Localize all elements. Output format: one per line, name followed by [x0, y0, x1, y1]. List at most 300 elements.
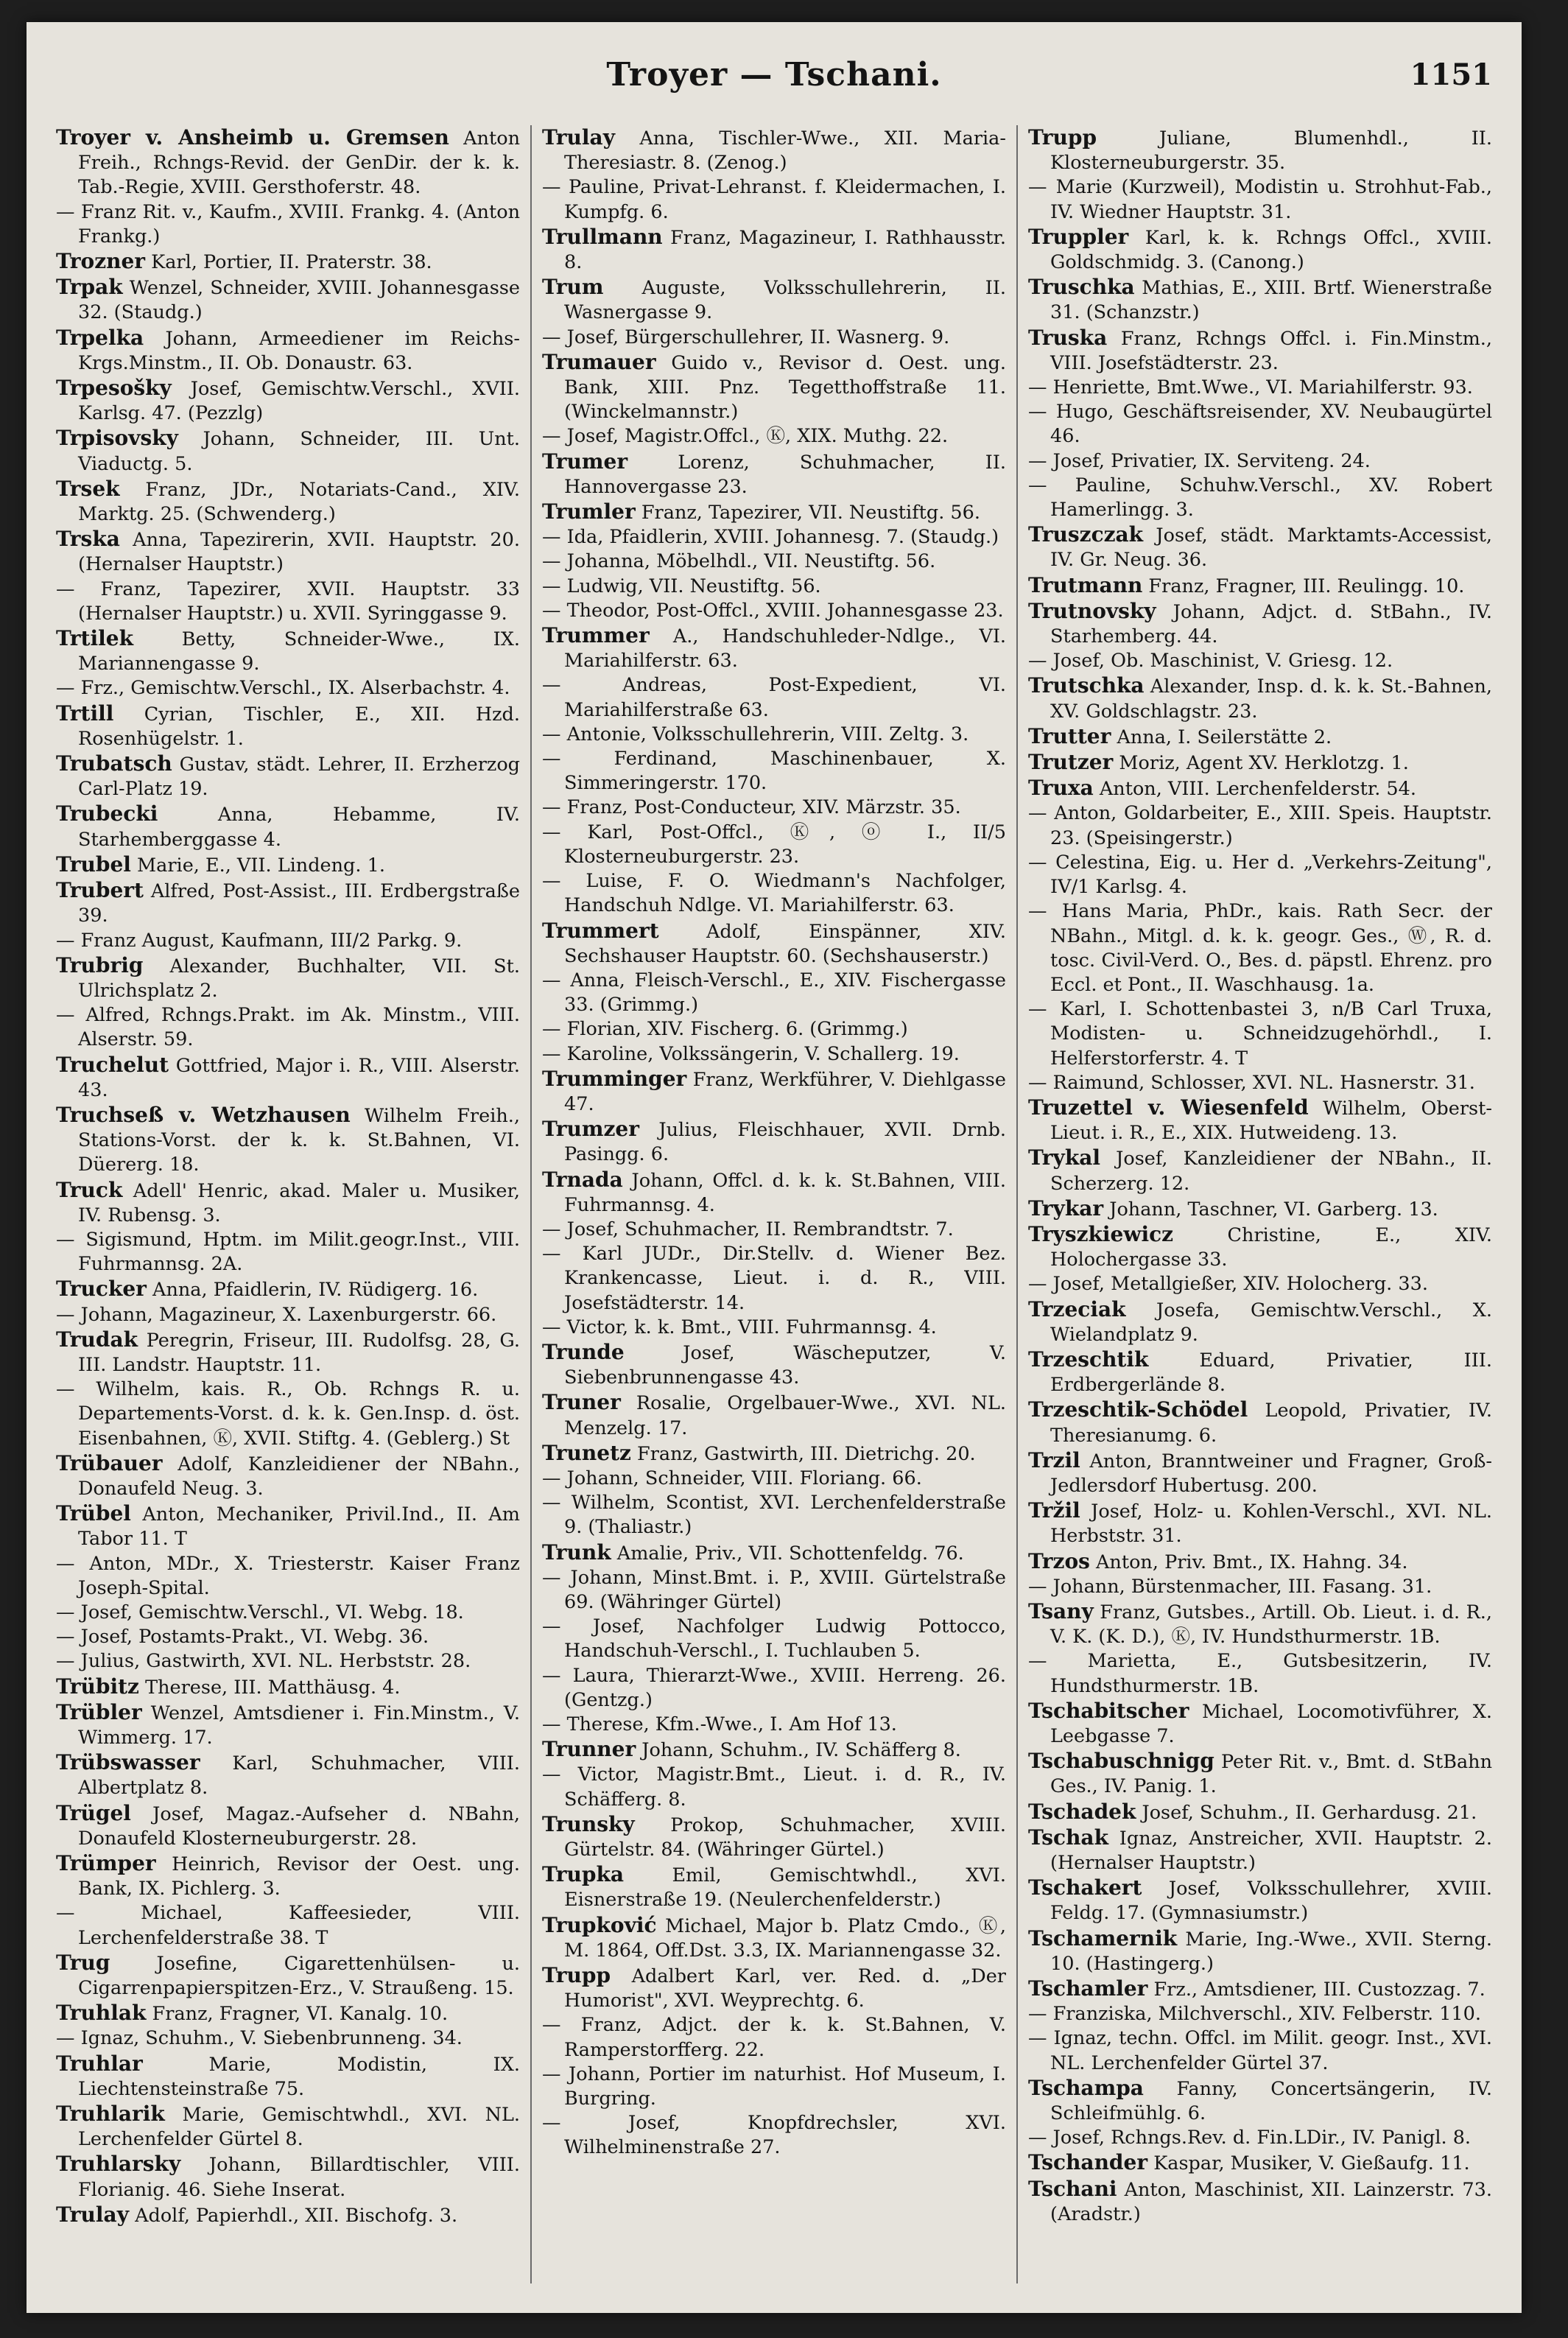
directory-entry: [542, 1737, 1006, 1763]
directory-entry: [542, 1763, 1006, 1811]
entry-surname: Trtilek: [56, 626, 133, 651]
directory-entry: [542, 1467, 1006, 1491]
entry-details: — Florian, XIV. Fischerg. 6. (Grimmg.): [542, 1018, 908, 1041]
entry-surname: Truzettel v. Wiesenfeld: [1028, 1095, 1309, 1120]
directory-entry: [542, 1242, 1006, 1316]
directory-entry: [56, 676, 520, 701]
entry-details: Franz, Fragner, III. Reulingg. 10.: [1142, 575, 1465, 597]
directory-entry: [1028, 1649, 1492, 1698]
entry-surname: Trzeschtik-Schödel: [1028, 1397, 1248, 1422]
entry-details: — Anton, MDr., X. Triesterstr. Kaiser Franz Joseph-Spital.: [56, 1552, 520, 1599]
entry-details: Franz, Gutsbes., Artill. Ob. Lieut. i. d. R., V. K. (K. D.), Ⓚ, IV. Hundsthurmerstr. 1B.: [1050, 1601, 1492, 1649]
entry-details: Eduard, Privatier, III. Erdbergerlände 8.: [1050, 1349, 1492, 1397]
entry-surname: Trumauer: [542, 349, 656, 374]
directory-entry: [542, 1615, 1006, 1663]
directory-entry: [56, 1750, 520, 1800]
directory-entry: [542, 225, 1006, 275]
directory-entry: [1028, 522, 1492, 572]
page-header: [56, 56, 1492, 108]
directory-entry: [1028, 1448, 1492, 1498]
entry-details: Peregrin, Friseur, III. Rudolfsg. 28, G. III. Landstr. Hauptstr. 11.: [78, 1329, 520, 1376]
entry-details: A., Handschuhleder-Ndlge., VI. Mariahilferstr. 63.: [564, 625, 1006, 673]
directory-entry: [1028, 1347, 1492, 1397]
directory-entry: [56, 1674, 520, 1700]
entry-details: — Josef, Privatier, IX. Serviteng. 24.: [1028, 449, 1371, 472]
entry-surname: Trska: [56, 527, 120, 552]
directory-entry: [1028, 1272, 1492, 1296]
entry-details: Josef, Kanzleidiener der NBahn., II. Scherzerg. 12.: [1050, 1148, 1492, 1195]
entry-details: — Josef, Postamts-Prakt., VI. Webg. 36.: [56, 1626, 429, 1649]
entry-details: Adolf, Kanzleidiener der NBahn., Donaufeld Neug. 3.: [78, 1453, 520, 1500]
directory-entry: [56, 1501, 520, 1551]
entry-surname: Trykal: [1028, 1145, 1100, 1170]
entry-surname: Truschka: [1028, 275, 1135, 300]
entry-surname: Trullmann: [542, 224, 663, 249]
entry-surname: Trutter: [1028, 723, 1111, 748]
entry-details: — Johann, Schneider, VIII. Floriang. 66.: [542, 1467, 922, 1489]
entry-details: — Ferdinand, Maschinenbauer, X. Simmeringerstr. 170.: [542, 748, 1006, 795]
entry-surname: Tschani: [1028, 2176, 1117, 2201]
directory-entry: [1028, 1875, 1492, 1925]
entry-details: Marie, Modistin, IX. Liechtensteinstraße 75.: [78, 2053, 520, 2100]
entry-surname: Trunner: [542, 1737, 636, 1762]
entry-details: — Josef, Magistr.Offcl., Ⓚ, XIX. Muthg. 22.: [542, 425, 949, 448]
directory-entry: [56, 1801, 520, 1851]
entry-surname: Trutzer: [1028, 750, 1114, 775]
entry-details: Karl, k. k. Rchngs Offcl., XVIII. Goldschmidg. 3. (Canong.): [1050, 226, 1492, 274]
entry-surname: Tschamernik: [1028, 1925, 1178, 1951]
entry-details: — Karl, Post-Offcl., Ⓚ, ⓞ I., II/5 Klosterneuburgerstr. 23.: [542, 821, 1006, 868]
directory-entry: [1028, 1297, 1492, 1347]
entry-surname: Truchelut: [56, 1052, 169, 1077]
directory-entry: [542, 175, 1006, 224]
entry-surname: Trubecki: [56, 801, 158, 826]
entry-surname: Trnada: [542, 1167, 623, 1192]
directory-entry: [542, 673, 1006, 722]
directory-entry: [1028, 724, 1492, 750]
directory-entry: [542, 1218, 1006, 1242]
directory-entry: [542, 747, 1006, 796]
entry-surname: Trutnovsky: [1028, 598, 1156, 623]
entry-surname: Trzeciak: [1028, 1296, 1126, 1321]
directory-entry: [1028, 474, 1492, 522]
directory-entry: [1028, 1145, 1492, 1196]
directory-columns: [46, 125, 1502, 2283]
entry-details: — Marietta, E., Gutsbesitzerin, IV. Hundsthurmerstr. 1B.: [1028, 1650, 1492, 1697]
entry-details: — Johann, Bürstenmacher, III. Fasang. 31.: [1028, 1575, 1432, 1598]
directory-entry: [56, 125, 520, 200]
directory-entry: [542, 969, 1006, 1017]
entry-details: Alexander, Insp. d. k. k. St.-Bahnen, XV. Goldschlagstr. 23.: [1050, 675, 1492, 723]
entry-details: Kaspar, Musiker, V. Gießaufg. 11.: [1147, 2152, 1470, 2175]
entry-surname: Trsek: [56, 476, 120, 501]
entry-surname: Trümper: [56, 1851, 156, 1876]
entry-details: — Michael, Kaffeesieder, VIII. Lerchenfelderstraße 38. T: [56, 1902, 520, 1949]
directory-entry: [1028, 1397, 1492, 1447]
entry-details: — Josef, Rchngs.Rev. d. Fin.LDir., IV. Panigl. 8.: [1028, 2127, 1472, 2149]
entry-details: — Henriette, Bmt.Wwe., VI. Mariahilferstr. 93.: [1028, 376, 1473, 399]
directory-entry: [542, 1566, 1006, 1615]
entry-surname: Tschadek: [1028, 1799, 1136, 1824]
directory-entry: [56, 1228, 520, 1277]
entry-surname: Trubel: [56, 852, 131, 877]
directory-entry: [1028, 1071, 1492, 1095]
entry-surname: Tržil: [1028, 1498, 1080, 1523]
entry-surname: Trumer: [542, 449, 628, 474]
entry-details: Josef, Gemischtw.Verschl., XVII. Karlsg. 47. (Pezzlg): [78, 378, 520, 425]
directory-entry: [542, 1042, 1006, 1067]
directory-entry: [1028, 225, 1492, 275]
entry-surname: Trulay: [542, 125, 615, 150]
entry-surname: Trummert: [542, 918, 659, 943]
directory-entry: [56, 1851, 520, 1901]
directory-entry: [1028, 400, 1492, 449]
directory-entry: [56, 527, 520, 577]
entry-surname: Trum: [542, 275, 604, 300]
entry-details: — Johann, Magazineur, X. Laxenburgerstr. 66.: [56, 1303, 497, 1326]
directory-entry: [56, 477, 520, 527]
entry-details: Franz, Gastwirth, III. Dietrichg. 20.: [630, 1442, 976, 1465]
entry-details: — Josef, Bürgerschullehrer, II. Wasnerg. 9.: [542, 326, 950, 348]
directory-entry: [56, 1003, 520, 1052]
entry-details: Heinrich, Revisor der Oest. ung. Bank, IX. Pichlerg. 3.: [78, 1853, 520, 1900]
entry-details: Anna, Hebamme, IV. Starhemberggasse 4.: [78, 804, 520, 851]
directory-page: [27, 22, 1522, 2313]
entry-surname: Trpesošky: [56, 376, 172, 401]
directory-entry: [1028, 649, 1492, 673]
entry-details: Emil, Gemischtwhdl., XVI. Eisnerstraße 19. (Neulerchenfelderstr.): [564, 1864, 1006, 1912]
entry-details: Michael, Major b. Platz Cmdo., Ⓚ, M. 1864, Off.Dst. 3.3, IX. Mariannengasse 32.: [564, 1914, 1006, 1962]
entry-surname: Truner: [542, 1390, 621, 1415]
directory-entry: [542, 326, 1006, 350]
entry-details: — Raimund, Schlosser, XVI. NL. Hasnerstr. 31.: [1028, 1071, 1475, 1094]
directory-entry: [56, 1451, 520, 1501]
directory-entry: [56, 1377, 520, 1451]
entry-details: Franz, Fragner, VI. Kanalg. 10.: [146, 2003, 449, 2026]
directory-entry: [542, 1316, 1006, 1340]
entry-details: Anna, Tischler-Wwe., XII. Maria-Theresiastr. 8. (Zenog.): [564, 127, 1006, 175]
directory-entry: [542, 350, 1006, 425]
entry-details: — Josef, Schuhmacher, II. Rembrandtstr. 7.: [542, 1218, 954, 1240]
entry-details: Anton Freih., Rchngs-Revid. der GenDir. der k. k. Tab.-Regie, XVIII. Gersthoferstr. 48.: [78, 127, 520, 199]
directory-entry: [56, 2152, 520, 2202]
directory-entry: [542, 2063, 1006, 2111]
directory-entry: [56, 1700, 520, 1750]
directory-entry: [542, 599, 1006, 623]
entry-details: — Josef, Knopfdrechsler, XVI. Wilhelminenstraße 27.: [542, 2112, 1006, 2159]
column-2: [530, 125, 1016, 2283]
entry-surname: Trupp: [1028, 125, 1097, 150]
entry-details: — Hugo, Geschäftsreisender, XV. Neubaugürtel 46.: [1028, 401, 1492, 448]
entry-surname: Trübel: [56, 1501, 131, 1526]
entry-surname: Tryszkiewicz: [1028, 1221, 1174, 1246]
directory-entry: [1028, 2126, 1492, 2150]
entry-surname: Truhlarik: [56, 2102, 165, 2127]
entry-details: Adell' Henric, akad. Maler u. Musiker, IV. Rubensg. 3.: [78, 1179, 520, 1226]
entry-surname: Trzos: [1028, 1548, 1090, 1573]
entry-surname: Tschampa: [1028, 2075, 1144, 2100]
directory-entry: [542, 1017, 1006, 1042]
directory-entry: [542, 1862, 1006, 1912]
directory-entry: [542, 1491, 1006, 1540]
entry-details: Mathias, E., XIII. Brtf. Wienerstraße 31. (Schanzstr.): [1050, 277, 1492, 324]
directory-entry: [56, 249, 520, 275]
directory-entry: [56, 953, 520, 1003]
directory-entry: [56, 852, 520, 878]
entry-details: — Josef, Gemischtw.Verschl., VI. Webg. 18.: [56, 1601, 464, 1623]
directory-entry: [1028, 1825, 1492, 1875]
entry-details: — Franz August, Kaufmann, III/2 Parkg. 9.: [56, 929, 463, 952]
entry-details: — Hans Maria, PhDr., kais. Rath Secr. der NBahn., Mitgl. d. k. k. geogr. Ges., Ⓦ, R. d. tosc. Civil-Verd. O., Bes. d. päpstl. Ehrenz. pro Eccl. et Pont., II. Waschhausg. 1a.: [1028, 900, 1492, 996]
entry-details: Marie, E., VII. Lindeng. 1.: [130, 854, 385, 877]
entry-details: Prokop, Schuhmacher, XVIII. Gürtelstr. 84. (Währinger Gürtel.): [564, 1814, 1006, 1861]
entry-details: Marie, Gemischtwhdl., XVI. NL. Lerchenfelder Gürtel 8.: [78, 2104, 520, 2151]
directory-entry: [542, 1963, 1006, 2013]
entry-details: Johann, Schneider, III. Unt. Viaductg. 5.: [78, 428, 520, 475]
directory-entry: [56, 1601, 520, 1625]
entry-details: Leopold, Privatier, IV. Theresianumg. 6.: [1050, 1400, 1492, 1447]
directory-entry: [56, 2051, 520, 2102]
entry-details: Josef, Volksschullehrer, XVIII. Feldg. 17. (Gymnasiumstr.): [1050, 1878, 1492, 1925]
entry-surname: Trunk: [542, 1540, 611, 1565]
entry-details: Franz, Tapezirer, VII. Neustiftg. 56.: [635, 502, 980, 524]
entry-surname: Troyer v. Ansheimb u. Gremsen: [56, 125, 449, 150]
entry-details: Ignaz, Anstreicher, XVII. Hauptstr. 2. (Hernalser Hauptstr.): [1050, 1827, 1492, 1875]
directory-entry: [1028, 376, 1492, 400]
directory-entry: [1028, 1699, 1492, 1749]
directory-entry: [1028, 2150, 1492, 2176]
entry-details: — Josef, Metallgießer, XIV. Holocherg. 33.: [1028, 1273, 1428, 1296]
entry-details: — Karl, I. Schottenbastei 3, n/B Carl Truxa, Modisten- u. Schneidzugehörhdl., I. Helferstorferstr. 4. T: [1028, 998, 1492, 1070]
directory-entry: [542, 1540, 1006, 1566]
entry-details: Christine, E., XIV. Holochergasse 33.: [1050, 1224, 1492, 1271]
entry-details: — Anton, Goldarbeiter, E., XIII. Speis. Hauptstr. 23. (Speisingerstr.): [1028, 802, 1492, 849]
directory-entry: [56, 426, 520, 476]
column-1: [46, 125, 530, 2283]
entry-details: Anton, Branntweiner und Fragner, Groß-Jedlersdorf Hubertusg. 200.: [1050, 1450, 1492, 1497]
directory-entry: [1028, 275, 1492, 325]
entry-details: — Josef, Nachfolger Ludwig Pottocco, Handschuh-Verschl., I. Tuchlauben 5.: [542, 1615, 1006, 1663]
directory-entry: [542, 449, 1006, 499]
directory-entry: [542, 1441, 1006, 1467]
entry-surname: Truska: [1028, 325, 1108, 350]
directory-entry: [542, 1168, 1006, 1218]
directory-entry: [56, 200, 520, 249]
entry-details: — Marie (Kurzweil), Modistin u. Strohhut-Fab., IV. Wiedner Hauptstr. 31.: [1028, 176, 1492, 223]
entry-surname: Trug: [56, 1950, 110, 1975]
entry-details: — Ignaz, techn. Offcl. im Milit. geogr. Inst., XVI. NL. Lerchenfelder Gürtel 37.: [1028, 2027, 1492, 2074]
entry-details: — Franz, Adjct. der k. k. St.Bahnen, V. Ramperstorfferg. 22.: [542, 2014, 1006, 2061]
entry-surname: Tschander: [1028, 2150, 1148, 2175]
entry-surname: Trumler: [542, 499, 636, 524]
entry-surname: Trulay: [56, 2202, 129, 2227]
entry-details: — Andreas, Post-Expedient, VI. Mariahilferstraße 63.: [542, 674, 1006, 721]
directory-entry: [542, 275, 1006, 325]
directory-entry: [56, 1649, 520, 1674]
directory-entry: [1028, 2177, 1492, 2227]
directory-entry: [56, 376, 520, 426]
directory-entry: [542, 1812, 1006, 1862]
directory-entry: [1028, 1095, 1492, 1145]
entry-details: Anton, Maschinist, XII. Lainzerstr. 73. (Aradstr.): [1050, 2178, 1492, 2225]
directory-entry: [56, 751, 520, 801]
directory-entry: [542, 623, 1006, 673]
directory-entry: [56, 1303, 520, 1327]
directory-entry: [1028, 2026, 1492, 2075]
entry-details: — Johann, Minst.Bmt. i. P., XVIII. Gürtelstraße 69. (Währinger Gürtel): [542, 1566, 1006, 1613]
entry-surname: Truxa: [1028, 776, 1094, 801]
entry-surname: Trubatsch: [56, 751, 172, 776]
directory-entry: [1028, 1976, 1492, 2002]
entry-surname: Trügel: [56, 1800, 131, 1825]
entry-surname: Trubrig: [56, 952, 144, 977]
entry-surname: Trutmann: [1028, 572, 1143, 597]
directory-entry: [542, 2111, 1006, 2160]
entry-surname: Trykar: [1028, 1196, 1104, 1221]
entry-details: Franz, Magazineur, I. Rathhausstr. 8.: [564, 226, 1006, 274]
directory-entry: [56, 878, 520, 928]
directory-entry: [56, 1552, 520, 1601]
entry-surname: Trpisovsky: [56, 426, 178, 451]
entry-details: Johann, Schuhm., IV. Schäfferg 8.: [636, 1739, 961, 1762]
entry-details: Josef, städt. Marktamts-Accessist, IV. Gr. Neug. 36.: [1050, 524, 1492, 572]
entry-details: Franz, Werkführer, V. Diehlgasse 47.: [564, 1068, 1006, 1115]
entry-details: — Pauline, Schuhw.Verschl., XV. Robert Hamerlingg. 3.: [1028, 474, 1492, 522]
directory-entry: [56, 1901, 520, 1950]
entry-details: Fanny, Concertsängerin, IV. Schleifmühlg. 6.: [1050, 2077, 1492, 2125]
entry-details: Cyrian, Tischler, E., XII. Hzd. Rosenhügelstr. 1.: [78, 703, 520, 750]
entry-surname: Trudak: [56, 1327, 138, 1352]
entry-details: Anton, VIII. Lerchenfelderstr. 54.: [1093, 778, 1416, 801]
entry-details: — Theodor, Post-Offcl., XVIII. Johannesgasse 23.: [542, 599, 1004, 622]
entry-details: — Victor, k. k. Bmt., VIII. Fuhrmannsg. 4.: [542, 1316, 937, 1338]
entry-details: Franz, Rchngs Offcl. i. Fin.Minstm., VIII. Josefstädterstr. 23.: [1050, 327, 1492, 374]
entry-details: — Frz., Gemischtw.Verschl., IX. Alserbachstr. 4.: [56, 677, 510, 700]
entry-surname: Trummer: [542, 623, 650, 648]
entry-details: — Celestina, Eig. u. Her d. „Verkehrs-Zeitung", IV/1 Karlsg. 4.: [1028, 851, 1492, 899]
entry-details: — Wilhelm, kais. R., Ob. Rchngs R. u. Departements-Vorst. d. k. k. Gen.Insp. d. öst. Eisenbahnen, Ⓚ, XVII. Stiftg. 4. (Geblerg.) St: [56, 1378, 520, 1450]
directory-entry: [542, 125, 1006, 175]
entry-details: Betty, Schneider-Wwe., IX. Mariannengasse 9.: [78, 628, 520, 675]
directory-entry: [1028, 899, 1492, 997]
entry-surname: Truhlar: [56, 2051, 143, 2076]
directory-entry: [542, 525, 1006, 550]
entry-details: Anna, I. Seilerstätte 2.: [1111, 726, 1332, 748]
entry-surname: Trzeschtik: [1028, 1347, 1149, 1372]
entry-details: Karl, Portier, II. Praterstr. 38.: [145, 251, 432, 274]
entry-details: Franz, JDr., Notariats-Cand., XIV. Marktg. 25. (Schwenderg.): [78, 478, 520, 526]
directory-entry: [56, 801, 520, 852]
entry-details: Juliane, Blumenhdl., II. Klosterneuburgerstr. 35.: [1050, 127, 1492, 175]
directory-entry: [56, 578, 520, 626]
directory-entry: [56, 326, 520, 376]
entry-details: Anna, Tapezirerin, XVII. Hauptstr. 20. (Hernalser Hauptstr.): [78, 529, 520, 576]
entry-details: Anton, Priv. Bmt., IX. Hahng. 34.: [1089, 1551, 1408, 1573]
directory-entry: [56, 1951, 520, 2001]
entry-details: Adolf, Papierhdl., XII. Bischofg. 3.: [128, 2204, 458, 2227]
directory-entry: [1028, 125, 1492, 175]
entry-details: Peter Rit. v., Bmt. d. StBahn Ges., IV. Panig. 1.: [1050, 1751, 1492, 1798]
entry-details: Johann, Adjct. d. StBahn., IV. Starhemberg. 44.: [1050, 600, 1492, 648]
page-title: Troyer — Tschani.: [606, 56, 942, 94]
entry-details: — Julius, Gastwirth, XVI. NL. Herbststr. 28.: [56, 1650, 471, 1673]
entry-surname: Trübauer: [56, 1450, 163, 1475]
entry-surname: Trumzer: [542, 1117, 640, 1142]
directory-entry: [56, 2001, 520, 2026]
directory-entry: [1028, 175, 1492, 224]
entry-details: Gottfried, Major i. R., VIII. Alserstr. 43.: [78, 1054, 520, 1101]
entry-details: Wenzel, Amtsdiener i. Fin.Minstm., V. Wimmerg. 17.: [78, 1702, 520, 1749]
entry-details: — Laura, Thierarzt-Wwe., XVIII. Herreng. 26. (Gentzg.): [542, 1664, 1006, 1711]
entry-details: Anna, Pfaidlerin, IV. Rüdigerg. 16.: [146, 1279, 479, 1302]
directory-entry: [542, 1117, 1006, 1167]
entry-details: Anton, Mechaniker, Privil.Ind., II. Am Tabor 11. T: [78, 1503, 520, 1551]
entry-surname: Truhlak: [56, 2001, 147, 2026]
entry-surname: Tschabitscher: [1028, 1698, 1189, 1723]
directory-entry: [56, 1053, 520, 1103]
entry-details: Alexander, Buchhalter, VII. St. Ulrichsplatz 2.: [78, 955, 520, 1002]
directory-entry: [1028, 1800, 1492, 1825]
entry-details: — Karl JUDr., Dir.Stellv. d. Wiener Bez. Krankencasse, Lieut. i. d. R., VIII. Josefstädterstr. 14.: [542, 1243, 1006, 1314]
entry-surname: Trumminger: [542, 1066, 687, 1091]
directory-entry: [56, 275, 520, 325]
directory-entry: [542, 1390, 1006, 1440]
entry-surname: Trupka: [542, 1862, 625, 1887]
directory-entry: [1028, 997, 1492, 1071]
entry-surname: Tschakert: [1028, 1875, 1142, 1900]
entry-details: Wenzel, Schneider, XVIII. Johannesgasse 32. (Staudg.): [78, 277, 520, 324]
entry-surname: Trozner: [56, 249, 146, 274]
entry-surname: Trunetz: [542, 1440, 631, 1465]
entry-surname: Trübler: [56, 1699, 142, 1724]
entry-details: Auguste, Volksschullehrerin, II. Wasnergasse 9.: [564, 277, 1006, 324]
directory-entry: [1028, 1222, 1492, 1272]
entry-surname: Trupp: [542, 1963, 611, 1988]
entry-details: Gustav, städt. Lehrer, II. Erzherzog Carl-Platz 19.: [78, 754, 520, 801]
entry-details: Josef, Wäscheputzer, V. Siebenbrunnengasse 43.: [564, 1341, 1006, 1389]
entry-details: Moriz, Agent XV. Herklotzg. 1.: [1113, 752, 1409, 775]
directory-entry: [542, 796, 1006, 820]
entry-surname: Trpak: [56, 275, 123, 300]
entry-surname: Truck: [56, 1177, 123, 1202]
entry-surname: Trpelka: [56, 325, 144, 350]
entry-details: Josef, Magaz.-Aufseher d. NBahn, Donaufeld Klosterneuburgerstr. 28.: [78, 1802, 520, 1850]
directory-entry: [542, 919, 1006, 969]
entry-details: — Alfred, Rchngs.Prakt. im Ak. Minstm., VIII. Alserstr. 59.: [56, 1004, 520, 1051]
entry-details: Wilhelm Freih., Stations-Vorst. der k. k. St.Bahnen, VI. Düererg. 18.: [78, 1104, 520, 1176]
directory-entry: [542, 499, 1006, 525]
directory-entry: [1028, 2076, 1492, 2126]
directory-entry: [542, 821, 1006, 869]
directory-entry: [56, 626, 520, 676]
directory-entry: [542, 575, 1006, 599]
entry-details: — Anna, Fleisch-Verschl., E., XIV. Fischergasse 33. (Grimmg.): [542, 969, 1006, 1017]
entry-surname: Tschabuschnigg: [1028, 1749, 1214, 1774]
entry-details: Amalie, Priv., VII. Schottenfeldg. 76.: [611, 1542, 964, 1565]
entry-details: Karl, Schuhmacher, VIII. Albertplatz 8.: [78, 1752, 520, 1800]
entry-details: Marie, Ing.-Wwe., XVII. Sterng. 10. (Hastingerg.): [1050, 1928, 1492, 1975]
directory-entry: [56, 701, 520, 751]
entry-surname: Truszczak: [1028, 522, 1144, 547]
entry-details: Adolf, Einspänner, XIV. Sechshauser Hauptstr. 60. (Sechshauserstr.): [564, 920, 1006, 967]
entry-surname: Truppler: [1028, 224, 1129, 249]
entry-details: — Johann, Portier im naturhist. Hof Museum, I. Burgring.: [542, 2063, 1006, 2110]
entry-details: Wilhelm, Oberst-Lieut. i. R., E., XIX. Hutweideng. 13.: [1050, 1097, 1492, 1145]
directory-entry: [542, 723, 1006, 747]
entry-details: — Sigismund, Hptm. im Milit.geogr.Inst., VIII. Fuhrmannsg. 2A.: [56, 1228, 520, 1276]
entry-details: — Franz, Post-Conducteur, XIV. Märzstr. 35.: [542, 796, 961, 819]
entry-surname: Tschamler: [1028, 1976, 1148, 2001]
